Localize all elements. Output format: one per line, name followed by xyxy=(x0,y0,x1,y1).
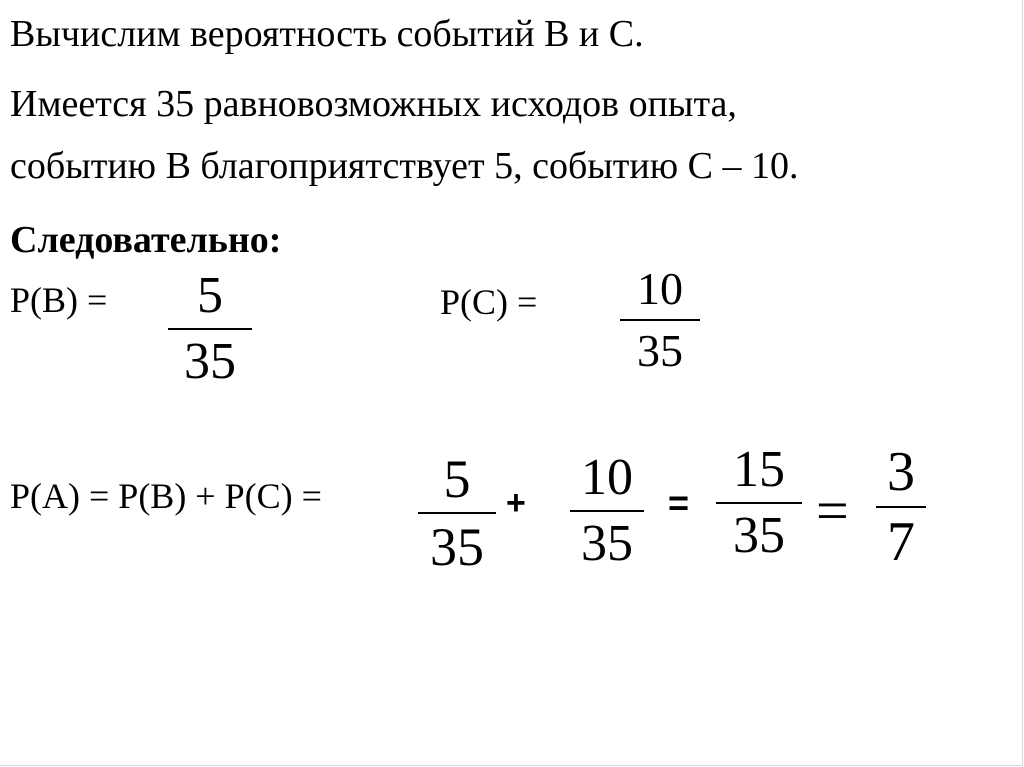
fraction-simplified xyxy=(876,441,926,573)
fraction-numerator: 10 xyxy=(637,263,683,314)
fraction-denominator: 35 xyxy=(184,333,236,390)
fraction-denominator: 7 xyxy=(887,511,915,573)
fraction-bar xyxy=(570,510,644,512)
fraction-denominator: 35 xyxy=(733,507,785,564)
text-line-3: событию В благоприятствует 5, событию С – 10. xyxy=(10,145,799,187)
fraction-numerator: 5 xyxy=(443,449,471,509)
fraction-numerator: 10 xyxy=(581,449,633,506)
equals-sign-1: = xyxy=(668,482,690,523)
fraction-pb xyxy=(168,267,252,390)
pa-label: P(A) = P(B) + P(C) = xyxy=(10,476,322,516)
fraction-denominator: 35 xyxy=(430,517,484,577)
fraction-bar xyxy=(876,506,926,508)
fraction-denominator: 35 xyxy=(581,515,633,572)
equals-sign-2: = xyxy=(816,478,849,543)
fraction-pc xyxy=(620,263,700,376)
fraction-sum-2 xyxy=(570,449,644,572)
fraction-bar xyxy=(168,328,252,330)
fraction-denominator: 35 xyxy=(637,325,683,376)
fraction-result xyxy=(716,441,802,564)
fraction-numerator: 15 xyxy=(733,441,785,498)
fraction-bar xyxy=(418,512,496,514)
text-line-1: Вычислим вероятность событий В и С. xyxy=(10,13,644,55)
plus-sign: + xyxy=(506,484,526,522)
fraction-numerator: 3 xyxy=(887,441,915,503)
text-line-2: Имеется 35 равновозможных исходов опыта, xyxy=(10,83,737,125)
text-line-4: Следовательно: xyxy=(10,219,282,261)
pc-label: P(C) = xyxy=(440,282,538,322)
pb-label: P(B) = xyxy=(10,280,108,320)
fraction-bar xyxy=(716,502,802,504)
fraction-bar xyxy=(620,319,700,321)
fraction-sum-1 xyxy=(418,449,496,577)
fraction-numerator: 5 xyxy=(197,267,223,324)
